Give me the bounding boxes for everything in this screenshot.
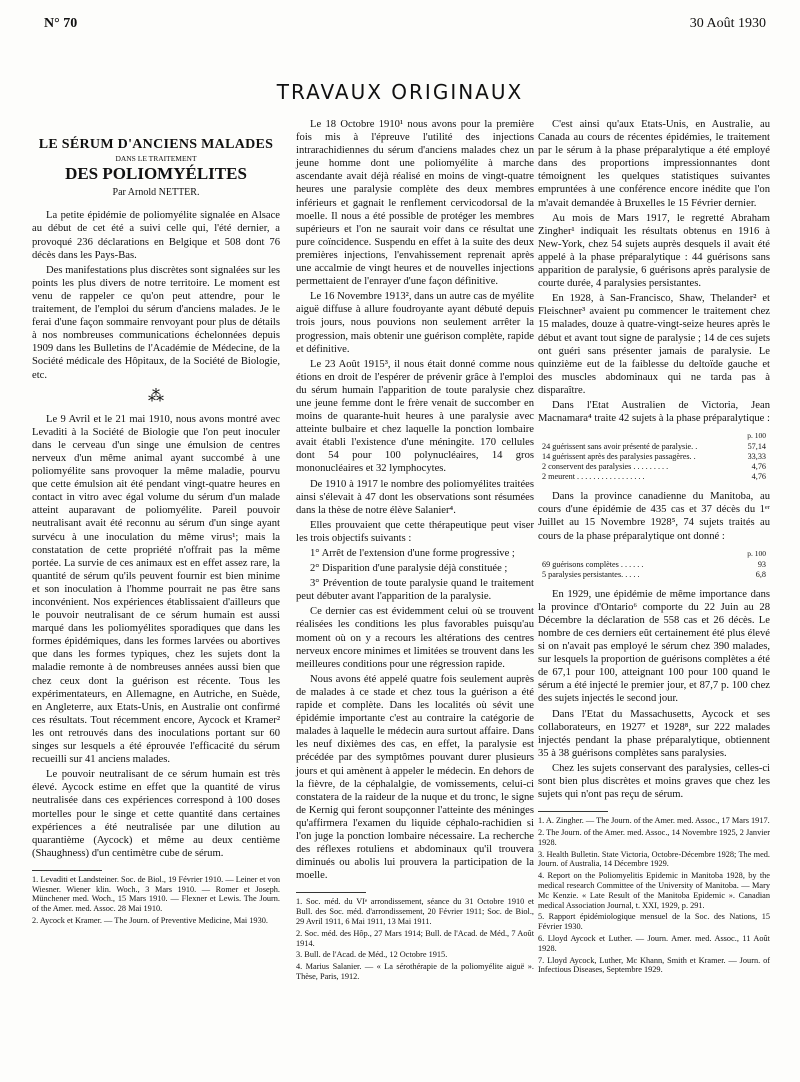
paragraph: Le 9 Avril et le 21 mai 1910, nous avons montré avec Levaditi à la Société de Biologie que l'on peut inoculer dans le cerveau d'un singe une émulsion de centres nerveux d'un même animal ayant succombé à une poliomyélite sans provoquer la même maladie, pourvu que cette émulsion ait été pendant vingt-quatre heures en contact in vitro avec égal volume du sérum d'un malade atteint auparavant de poliomyélite. Pareil pouvoir neutralisant avait été reconnu au sérum d'un singe ayant survécu à une inoculation du même virus¹; mais la constatation de cette propriété n'offrait pas la même portée. La survie de ces animaux est en effet assez rare, la quantité de sérum qu'ils peuvent fournir est bien minime et son inoculation à l'homme pourrait ne pas être sans inconvénient. Nos expériences établissaient d'ailleurs que le pouvoir neutralisant de ce sérum humain est aussi marqué dans les poliomyélites sporadiques que dans les formes épidémiques, dans les formes larvées ou abortives que dans les formes typiques, chez les sujets dont la maladie remonte à de nombreuses années aussi bien que chez ceux dont la guérison est récente. Tous les expérimentateurs, en Allemagne, en Autriche, en Suède, en Angleterre, aux Etats-Unis, en Australie ont confirmé ces résultats. Tout récemment encore, Aycock et Kramer² les ont retrouvés dans des inoculations portant sur 60 singes sur lesquels a été éprouvée l'efficacité du sérum recueilli sur 41 anciens malades. xyxy=(32,413,280,766)
paragraph: Chez les sujets conservant des paralysies, celles-ci sont bien plus discrètes et moins graves que chez les sujets qui n'ont pas reçu de sérum. xyxy=(538,762,770,801)
list-item: 1° Arrêt de l'extension d'une forme progressive ; xyxy=(310,548,515,559)
footnote: 2. The Journ. of the Amer. med. Assoc., 14 Novembre 1925, 2 Janvier 1928. xyxy=(538,828,770,847)
footnote: 2. Soc. méd. des Hôp., 27 Mars 1914; Bull. de l'Acad. de Méd., 7 Août 1914. xyxy=(296,928,534,948)
paragraph: En 1928, à San-Francisco, Shaw, Thelander² et Fleischner³ avaient pu commencer le traitement chez 15 malades, douze à quatre-vingt-seize heures après le début et avant tout signe de paralysie ; 14 de ces sujets ont guéri sans présenter jamais de paralysie. Le quinzième eut de la faiblesse du deltoïde gauche et des muscles abdominaux qui ne tarda pas à disparaître. xyxy=(538,293,770,396)
paragraph: Dans la province canadienne du Manitoba, au cours d'une épidémie de 435 cas et 37 décès du 1ᵉʳ Juillet au 15 Novembre 1928⁵, 74 sujets traités au cours de la phase préparalytique ont donné : xyxy=(538,491,770,542)
column-1 xyxy=(32,138,280,928)
table-row: 5 paralysies persistantes. . . . . 6,8 xyxy=(542,569,766,579)
section-title: TRAVAUX ORIGINAUX xyxy=(276,80,524,104)
table-row: 69 guérisons complètes . . . . . . 93 xyxy=(542,559,766,569)
footnote-rule xyxy=(538,811,608,812)
paragraph: Le 18 Octobre 1910¹ nous avons pour la première fois mis à l'épreuve l'utilité des injections intrarachidiennes du sérum d'anciens malades chez un jeune homme dont une poliomyélite à marche ascendante avait déjà réalisé en moins de vingt-quatre heures une paralysie complète des deux membres inférieurs et gagnait le renflement cervicodorsal de la moelle. Il nous a été possible de protéger les membres supérieurs et l'on ne saurait voir dans ce résultat une pure coïncidence. Suspendu en effet à la suite des deux premières injections, l'envahissement reprenait après une accalmie de vingt heures et de nouvelles injections permettaient de l'enrayer d'une façon définitive. xyxy=(296,119,534,288)
footnote: 4. Report on the Poliomyelitis Epidemic in Manitoba 1928, by the medical research Committee of the University of Manitoba. — Mary Mc Kenzie. « Late Result of the Manitoba Epidemic ». Canadian medical Association Journal, t. XXI, 1929, p. 291. xyxy=(538,871,770,910)
paragraph: Elles prouvaient que cette thérapeutique peut viser les trois objectifs suivants : xyxy=(296,519,534,544)
footnote: 6. Lloyd Aycock et Luther. — Journ. Amer. med. Assoc., 11 Août 1928. xyxy=(538,933,770,953)
table-unit-header: p. 100 xyxy=(747,548,766,558)
article-author: Par Arnold NETTER. xyxy=(112,187,200,199)
footnote: 1. Levaditi et Landsteiner. Soc. de Biol., 19 Février 1910. — Leiner et von Wiesner. Wiener klin. Woch., 3 Mars 1910. — Romer et Joseph. Münchener med. Woch., 15 Mars 1910. — Flexner et Lewis. The Journ. of the Amer. med. Assoc. 28 Mai 1910. xyxy=(32,874,280,914)
table-row: 2 meurent . . . . . . . . . . . . . . . . . 4,76 xyxy=(542,472,766,482)
list-item: 3° Prévention de toute paralysie quand le traitement peut débuter avant l'apparition de la paralysie. xyxy=(296,578,534,603)
paragraph: Le pouvoir neutralisant de ce sérum humain est très élevé. Aycock estime en effet que la quantité de virus neutralisée dans ces expériences correspond à 100 doses mortelles pour le singe et cette quantité dans certaines expériences a été neutralisée par une dilution au quarantième (Aycock) et même au deux centième (Shaughness) d'un centimètre cube de sérum. xyxy=(32,769,280,859)
table-unit-header: p. 100 xyxy=(747,431,766,441)
footnote: 1. A. Zingher. — The Journ. of the Amer. med. Assoc., 17 Mars 1917. xyxy=(538,816,770,826)
article-title: LE SÉRUM D'ANCIENS MALADES xyxy=(38,137,274,152)
paragraph: Des manifestations plus discrètes sont signalées sur les points les plus divers de notre territoire. Le moment est venu de rappeler ce qu'on peut attendre, pour le traitement, de l'emploi du sérum d'anciens malades. Je le ferai d'une façon sommaire renvoyant pour plus de détails à nos nombreuses communications échelonnées depuis 1909 dans les Bulletins de l'Académie de Médecine, de la Société médicale des Hôpitaux, de la Société de Biologie, etc. xyxy=(32,264,280,381)
list-item: 2° Disparition d'une paralysie déjà constituée ; xyxy=(310,563,508,575)
paragraph: Le 16 Novembre 1913², dans un autre cas de myélite aiguë diffuse à allure foudroyante ayant débuté depuis trois jours, nous pouvions non seulement arrêter la progression, mais obtenir une guérison complète, rapide et définitive. xyxy=(296,291,534,355)
footnote: 1. Soc. méd. du VIᵉ arrondissement, séance du 31 Octobre 1910 et Bull. des Soc. méd. d'arrondissement, 20 Février 1911; Soc. de Biol., 29 Avril 1911, 6 Mai 1911, 13 Mai 1911. xyxy=(296,897,534,926)
paragraph: De 1910 à 1917 le nombre des poliomyélites traitées ainsi s'élevait à 47 dont les observations sont résumées dans la thèse de notre élève Salanier⁴. xyxy=(296,478,534,516)
paragraph: Le 23 Août 1915³, il nous était donné comme nous étions en droit de l'espérer de prévenir grâce à l'emploi du sérum humain l'apparition de toute paralysie chez une jeune femme dont le frère venait de succomber en moins de quarante-huit heures à une paralysie avec atteinte bulbaire et chez laquelle la ponction lombaire avait établi l'existence d'une méningite. 170 cellules dont 54 pour 100 polynucléaires, 14 gros mononucléaires et 32 lymphocytes. xyxy=(296,358,534,475)
table-row: 14 guérissent après des paralysies passagères. . 33,33 xyxy=(542,452,766,462)
paragraph: La petite épidémie de poliomyélite signalée en Alsace au début de cet été a suivi celle qui, l'été dernier, a provoqué 236 déclarations en Belgique et 508 dont 76 décès dans les Pays-Bas. xyxy=(32,210,280,261)
column-3 xyxy=(538,118,770,977)
paragraph: Dans l'Etat Australien de Victoria, Jean Macnamara⁴ traite 42 sujets à la phase préparalytique : xyxy=(538,399,770,425)
footnote: 3. Health Bulletin. State Victoria, Octobre-Décembre 1928; The med. Journ. of Australia, 14 Décembre 1929. xyxy=(538,849,770,869)
section-separator: ⁂ xyxy=(148,387,164,405)
footnote: 4. Marius Salanier. — « La sérothérapie de la poliomyélite aiguë ». Thèse, Paris, 1912. xyxy=(296,962,534,981)
footnote: 5. Rapport épidémiologique mensuel de la Soc. des Nations, 15 Février 1930. xyxy=(538,912,770,932)
paragraph: C'est ainsi qu'aux Etats-Unis, en Australie, au Canada au cours de récentes épidémies, le traitement par le sérum à la phase préparalytique a été employé dans des proportions impressionnantes dont témoignent les quelques statistiques suivantes empruntées à une conférence encore inédite que l'on m'avait demandée à Bruxelles le 15 Février dernier. xyxy=(538,119,770,209)
paragraph: Dans l'Etat du Massachusetts, Aycock et ses collaborateurs, en 1927⁷ et 1928⁸, sur 222 malades injectés pendant la phase préparalytique, obtiennent 35 à 38 guérisons complètes sans paralysies. xyxy=(538,708,770,759)
column-2 xyxy=(296,118,534,984)
footnote: 3. Bull. de l'Acad. de Méd., 12 Octobre 1915. xyxy=(296,950,448,960)
footnote-rule xyxy=(32,870,102,871)
paragraph: En 1929, une épidémie de même importance dans la province d'Ontario⁶ comporte du 22 Juin au 28 Décembre la déclaration de 558 cas et 26 décès. Le nombre de ces derniers eût certainement été plus élevé si on n'avait pas employé le sérum chez 390 malades, sur lesquels la proportion de guérisons complètes a été de 67,1 pour 100, atteignant 100 pour 100 quand le sérum a été injecté le premier jour, et 87,7 p. 100 chez des sujets injectés le second jour. xyxy=(538,588,770,705)
paragraph: Au mois de Mars 1917, le regretté Abraham Zingher¹ indiquait les résultats obtenus en 1916 à New-York, chez 54 sujets auprès desquels il avait été appelé à la phase préparalytique : 44 guérisons sans apparition de paralysie, 6 guérisons après paralysie de courte durée, 4 paralysies persistantes. xyxy=(538,212,770,290)
statistics-table-victoria xyxy=(542,429,766,482)
statistics-table-manitoba xyxy=(542,547,766,580)
paragraph: Nous avons été appelé quatre fois seulement auprès de malades à ce stade et chez tous la guérison a été rapide et complète. Dans les localités où sévit une épidémie importante c'est au contraire la catégorie de malades à laquelle le médecin aura surtout affaire. Dans les neuf dixièmes des cas, en effet, la paralysie est précédée par des symptômes pouvant durer plusieurs jours et qui amènent à appeler le médecin. En dehors de la fièvre, de la céphalalgie, de vomissements, celui-ci constatera de la raideur de la nuque et du tronc, le signe de Kernig qui feront soupçonner l'atteinte des méninges qu'affirmera l'examen du liquide céphalo-rachidien si l'on juge la ponction lombaire nécessaire. La recherche des réflexes rotuliens et abdominaux qu'il trouvera diminués ou abolis lui prouvera la participation de la moelle. xyxy=(296,673,534,882)
issue-date: 30 Août 1930 xyxy=(689,16,766,31)
table-row: 2 conservent des paralysies . . . . . . . . . 4,76 xyxy=(542,462,766,472)
issue-number: N° 70 xyxy=(44,16,78,31)
footnote: 2. Aycock et Kramer. — The Journ. of Preventive Medicine, Mai 1930. xyxy=(32,916,268,926)
paragraph: Ce dernier cas est évidemment celui où se trouvent réalisées les conditions les plus favorables puisqu'au moment où on y a recours les altérations des centres nerveux encore minimes et limitées se trouvent dans les meilleures conditions pour une régression rapide. xyxy=(296,606,534,670)
footnote: 7. Lloyd Aycock, Luther, Mc Khann, Smith et Kramer. — Journ. of Infectious Diseases, Septembre 1929. xyxy=(538,955,770,975)
footnote-rule xyxy=(296,892,366,893)
article-subtitle: DANS LE TRAITEMENT xyxy=(115,154,197,164)
table-row: 24 guérissent sans avoir présenté de paralysie. . 57,14 xyxy=(542,442,766,452)
article-title-main: DES POLIOMYÉLITES xyxy=(65,164,247,184)
